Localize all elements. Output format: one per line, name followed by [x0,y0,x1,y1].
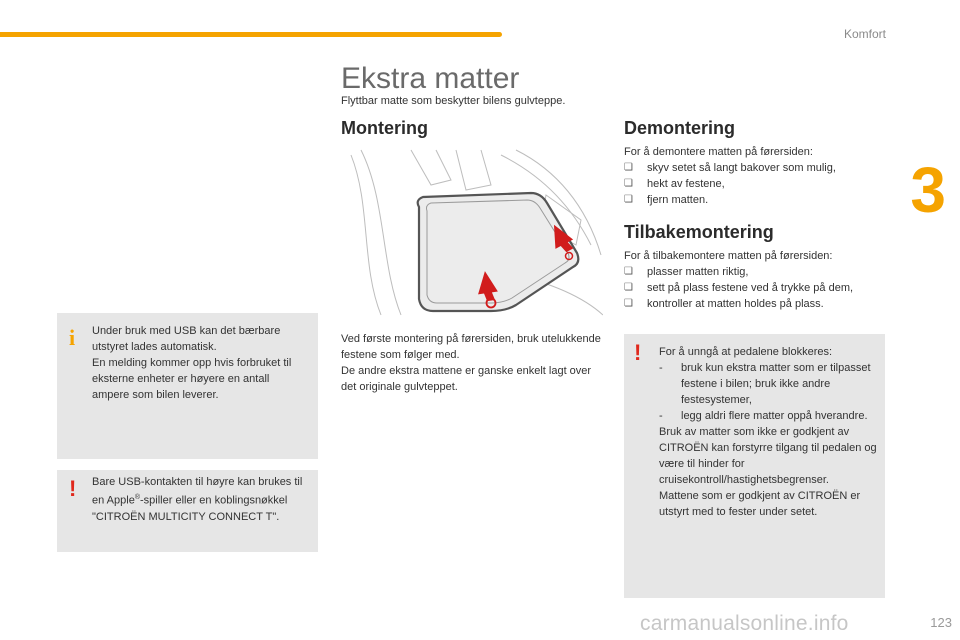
list-item: ❏ fjern matten. [624,194,709,206]
list-item: - bruk kun ekstra matter som er tilpasset festene i bilen; bruk ikke andre festesystemer, [659,362,871,406]
pedal-warning-note [624,334,885,598]
demontering-block [624,144,894,208]
warning-icon: ! [69,476,77,501]
pedal-warning-text: For å unngå at pedalene blokkeres: - bruk kun ekstra matter som er tilpasset festene i bilen; bruk ikke andre festesystemer, - legg aldri flere matter oppå hverandre. Bruk av matter som ikke er godkjent av CITROËN kan forstyrre tilgang til pedalen og være til hinder for cruisekontroll/hastighetsbegrenser. Mattene som er godkjent av CITROËN er utstyrt med to fester under setet. [659,346,877,518]
section-label: Komfort [843,27,886,41]
list-item: ❏ skyv setet så langt bakover som mulig, [624,162,836,174]
floor-mat-illustration [341,145,603,320]
demontering-intro: For å demontere matten på førersiden: [624,146,813,158]
checkbox-bullet-icon: ❏ [624,266,633,277]
chapter-number: 3 [910,154,946,226]
checkbox-bullet-icon: ❏ [624,282,633,293]
heading-tilbakemontering: Tilbakemontering [624,222,774,242]
header-accent-bar [0,32,502,37]
montering-paragraph-1: Ved første montering på førersiden, bruk utelukkende festene som følger med. [341,333,601,361]
tilbakemontering-block [624,248,894,312]
checkbox-bullet-icon: ❏ [624,178,633,189]
checkbox-bullet-icon: ❏ [624,298,633,309]
list-item: ❏ hekt av festene, [624,178,725,190]
list-item: ❏ plasser matten riktig, [624,266,749,278]
checkbox-bullet-icon: ❏ [624,194,633,205]
tilbakemontering-intro: For å tilbakemontere matten på førersiden: [624,250,833,262]
usb-warning-note [57,470,318,552]
watermark: carmanualsonline.info [640,612,849,635]
usb-warning-text: Bare USB-kontakten til høyre kan brukes til en Apple®-spiller eller en koblingsnøkkel "CITROËN MULTICITY CONNECT T". [92,476,303,523]
list-item: ❏ sett på plass festene ved å trykke på dem, [624,282,854,294]
list-item: - legg aldri flere matter oppå hverandre. [659,410,868,422]
info-icon: i [69,325,76,350]
page-title: Ekstra matter [341,62,520,95]
heading-demontering: Demontering [624,118,736,138]
info-note [57,313,318,459]
montering-text [341,331,603,395]
montering-paragraph-2: De andre ekstra mattene er ganske enkelt lagt over det originale gulvteppet. [341,365,592,393]
tilbakemontering-list [624,264,894,312]
checkbox-bullet-icon: ❏ [624,162,633,173]
page-number: 123 [930,615,952,630]
info-note-text: Under bruk med USB kan det bærbare utstyret lades automatisk. En melding kommer opp hvis forbruket til eksterne enheter er høyere en antall ampere som bilen leverer. [92,325,292,401]
warning-icon: ! [634,340,642,365]
heading-montering: Montering [341,118,428,138]
list-item: ❏ kontroller at matten holdes på plass. [624,298,824,310]
demontering-list [624,160,894,208]
page-subtitle: Flyttbar matte som beskytter bilens gulvteppe. [341,95,566,107]
